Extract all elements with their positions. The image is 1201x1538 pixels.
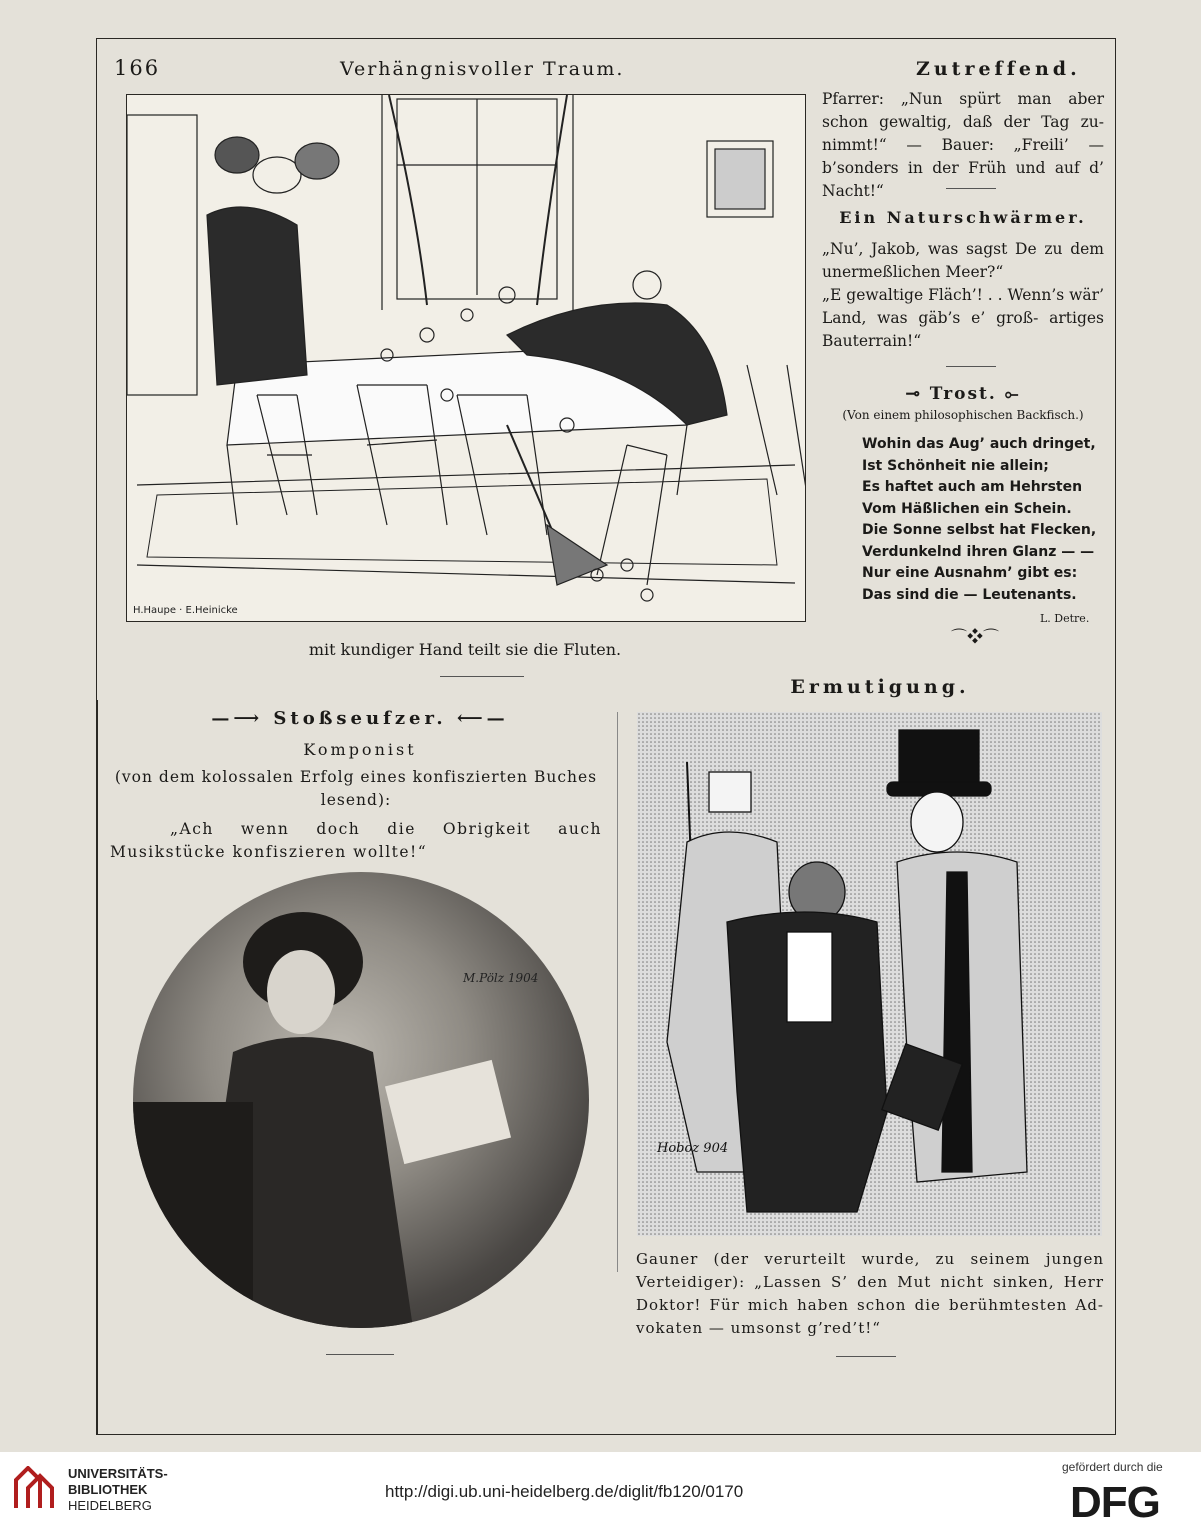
poem-line: Wohin das Aug’ auch dringet, [862, 436, 1096, 452]
naturschwaermer-title: Ein Naturschwärmer. [839, 208, 1087, 227]
source-url-link[interactable]: http://digi.ub.uni-heidelberg.de/diglit/fb120/0170 [385, 1482, 744, 1501]
ornament-right-icon: ⟵— [456, 708, 509, 729]
poem-line: Verdunkelnd ihren Glanz — — [862, 543, 1095, 560]
left-column-rule [96, 700, 98, 1435]
library-line-2: BIBLIOTHEK [68, 1482, 148, 1497]
poem-line: Vom Häßlichen ein Schein. [862, 500, 1072, 517]
ornament-left-icon: —⟶ [211, 708, 264, 729]
divider [946, 188, 996, 189]
ermutigung-caption: Gauner (der verurteilt wurde, zu seinem jungen Verteidiger): „Lassen S’ den Mut nicht sinken, Herr Doktor! Für mich haben schon die berühmtesten Ad- vokaten — umsonst g’red’t!“ [636, 1250, 1104, 1337]
divider [836, 1356, 896, 1357]
ermutigung-signature: Hoboz 904 [657, 1141, 729, 1156]
left-title: Verhängnisvoller Traum. [340, 58, 625, 80]
zutreffend-text: Pfarrer: „Nun spürt man aber schon gewaltig, daß der Tag zu- nimmt!“ — Bauer: „Freili’ — b’sonders in der Früh und auf d’ Nacht!“ [822, 90, 1104, 200]
poem-line: Ist Schönheit nie allein; [862, 457, 1049, 474]
library-logo-icon [14, 1466, 58, 1510]
dfg-logo: DFG [1070, 1478, 1160, 1527]
naturschwaermer-text-1: „Nu’, Jakob, was sagst De zu dem unermeßlichen Meer?“ [822, 240, 1104, 281]
ermutigung-title: Ermutigung. [790, 676, 970, 698]
library-line-3: HEIDELBERG [68, 1498, 152, 1513]
poem-line: Es haftet auch am Hehrsten [862, 479, 1083, 495]
library-footer [0, 1452, 1201, 1538]
stossseufzer-quote: „Ach wenn doch die Obrigkeit auch Musikstücke konfiszieren wollte!“ [110, 820, 602, 861]
trost-subtitle: (Von einem philosophischen Backfisch.) [842, 408, 1084, 422]
composer-portrait-drawing [133, 872, 589, 1328]
ornament-right-icon: ⟜ [1004, 384, 1021, 404]
trost-title [822, 384, 1104, 404]
portrait-signature: M.Pölz 1904 [463, 971, 539, 985]
poem-line: Das sind die — Leutenants. [862, 586, 1077, 603]
right-title: Zutreffend. [916, 58, 1081, 80]
illustration-signature: H.Haupe · E.Heinicke [133, 605, 238, 616]
divider [440, 676, 524, 677]
page-number: 166 [114, 56, 161, 80]
stossseufzer-stage: (von dem kolossalen Erfolg eines konfiszierten Buches lesend): [114, 768, 598, 809]
funded-by-text: gefördert durch die [1062, 1460, 1163, 1474]
dining-room-drawing [127, 95, 805, 621]
trost-poem [862, 434, 1102, 606]
illustration-dining-room [126, 94, 806, 622]
ornament-icon: ⌒❖⌒ [950, 627, 999, 646]
library-name [68, 1466, 168, 1514]
divider [946, 366, 996, 367]
trost-author: L. Detre. [1040, 612, 1090, 625]
stossseufzer-title [120, 708, 600, 729]
ornament-left-icon: ⊸ [905, 384, 922, 404]
trost-title-text: Trost. [929, 384, 997, 404]
naturschwaermer-text-2: „E gewaltige Fläch’! . . Wenn’s wär’ Land, was gäb’s e’ groß- artiges Bauterrain!“ [822, 286, 1104, 350]
poem-line: Nur eine Ausnahm’ gibt es: [862, 565, 1078, 581]
illustration-lawyer-and-thief [637, 712, 1102, 1236]
library-line-1: UNIVERSITÄTS- [68, 1466, 168, 1481]
stossseufzer-speaker: Komponist [303, 740, 417, 759]
poem-line: Die Sonne selbst hat Flecken, [862, 522, 1097, 538]
composer-portrait [133, 872, 589, 1328]
divider [326, 1354, 394, 1355]
illustration-caption: mit kundiger Hand teilt sie die Fluten. [308, 640, 622, 659]
ermutigung-drawing [637, 712, 1102, 1236]
column-separator [617, 712, 618, 1272]
stossseufzer-title-text: Stoßseufzer. [273, 708, 447, 729]
